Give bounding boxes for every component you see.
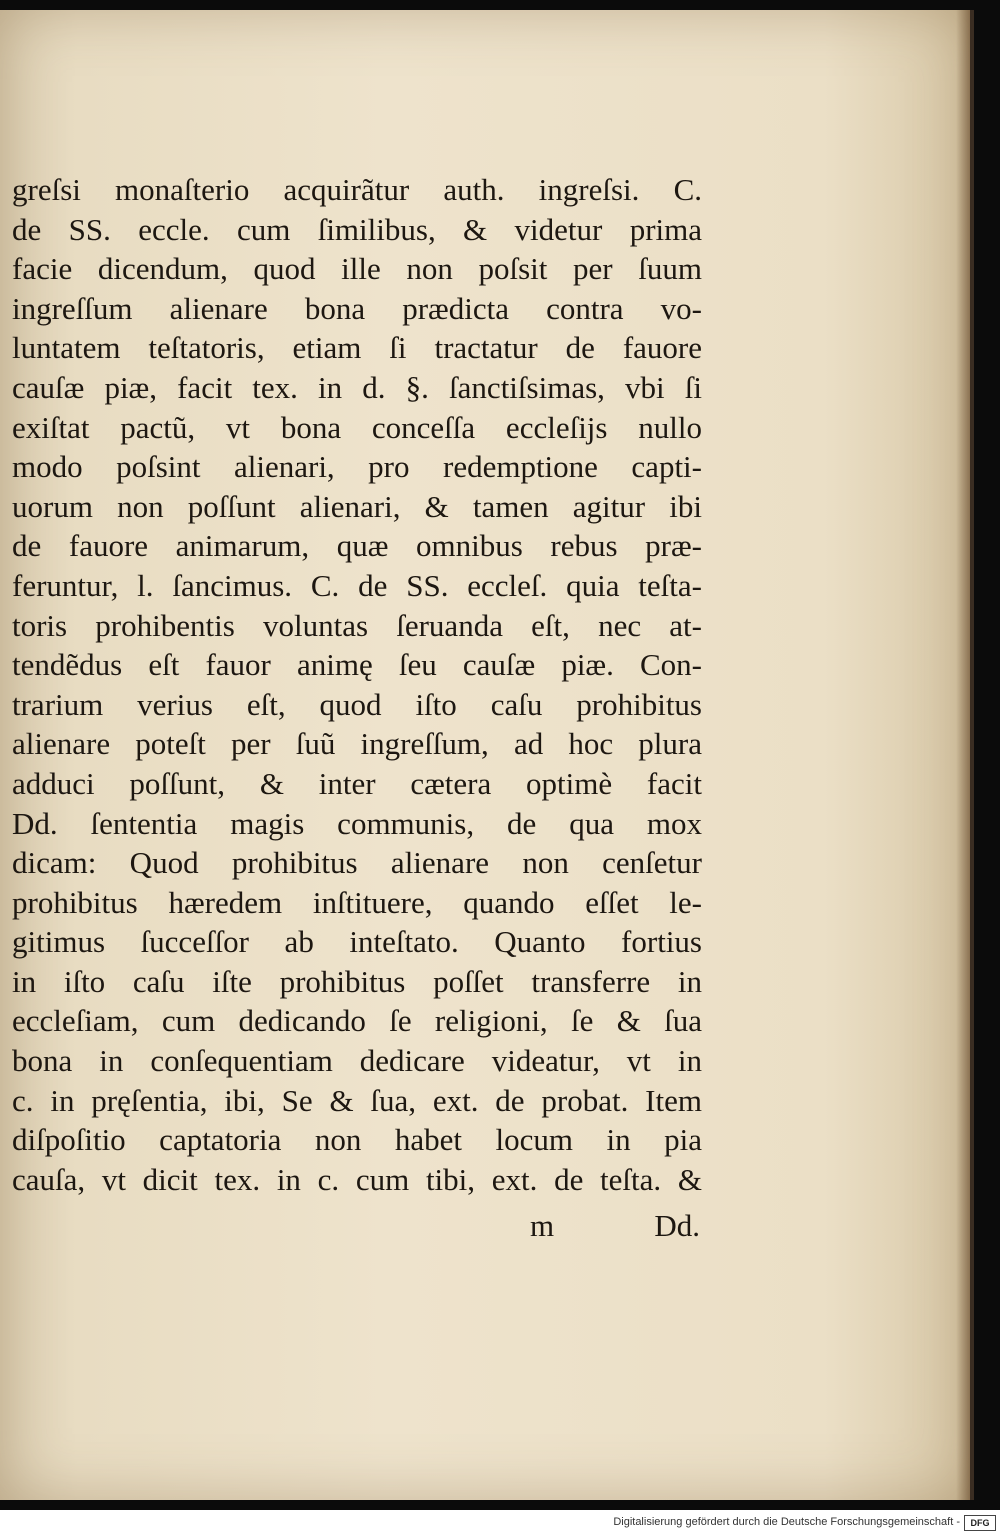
text-line: dicam: Quod prohibitus alienare non cenſetur [12,845,702,881]
text-line: tendẽdus eſt fauor animę ſeu cauſæ piæ. Con- [12,647,702,683]
body-text [12,170,702,1199]
text-line: modo poſsint alienari, pro redemptione capti- [12,449,702,485]
text-line: de SS. eccle. cum ſimilibus, & videtur prima [12,211,702,247]
text-line: alienare poteſt per ſuũ ingreſſum, ad hoc plura [12,726,702,762]
text-line: de fauore animarum, quæ omnibus rebus præ- [12,528,702,564]
dfg-logo: DFG [964,1515,996,1531]
digitization-footer [0,1510,1000,1535]
text-line: cauſæ piæ, facit tex. in d. §. ſanctiſsimas, vbi ſi [12,369,702,405]
book-page [0,10,974,1500]
text-line: exiſtat pactũ, vt bona conceſſa eccleſijs nullo [12,409,702,445]
funding-credit: Digitalisierung gefördert durch die Deutsche Forschungsgemeinschaft - [613,1516,960,1528]
catchword-row [530,1208,700,1248]
catchword: Dd. [654,1208,700,1243]
text-line: toris prohibentis voluntas ſeruanda eſt, nec at- [12,607,702,643]
text-line: in iſto caſu iſte prohibitus poſſet transferre in [12,963,702,999]
text-line: prohibitus hæredem inſtituere, quando eſſet le- [12,884,702,920]
text-line: feruntur, l. ſancimus. C. de SS. eccleſ. quia teſta- [12,567,702,603]
page-edge-shadow [956,10,970,1500]
signature-mark: m [530,1208,555,1243]
text-line: c. in pręſentia, ibi, Se & ſua, ext. de probat. Item [12,1082,702,1118]
text-line: diſpoſitio captatoria non habet locum in pia [12,1122,702,1158]
text-line: uorum non poſſunt alienari, & tamen agitur ibi [12,488,702,524]
text-line: trarium verius eſt, quod iſto caſu prohibitus [12,686,702,722]
text-line: adduci poſſunt, & inter cætera optimè facit [12,765,702,801]
text-line: facie dicendum, quod ille non poſsit per ſuum [12,251,702,287]
text-line: Dd. ſententia magis communis, de qua mox [12,805,702,841]
text-line: luntatem teſtatoris, etiam ſi tractatur de fauore [12,330,702,366]
text-line: ingreſſum alienare bona prædicta contra vo- [12,290,702,326]
text-line: bona in conſequentiam dedicare videatur, vt in [12,1043,702,1079]
text-line: eccleſiam, cum dedicando ſe religioni, ſe & ſua [12,1003,702,1039]
text-line: cauſa, vt dicit tex. in c. cum tibi, ext. de teſta. & [12,1161,702,1197]
text-line: gitimus ſucceſſor ab inteſtato. Quanto fortius [12,924,702,960]
text-line: greſsi monaſterio acquirãtur auth. ingreſsi. C. [12,172,702,207]
